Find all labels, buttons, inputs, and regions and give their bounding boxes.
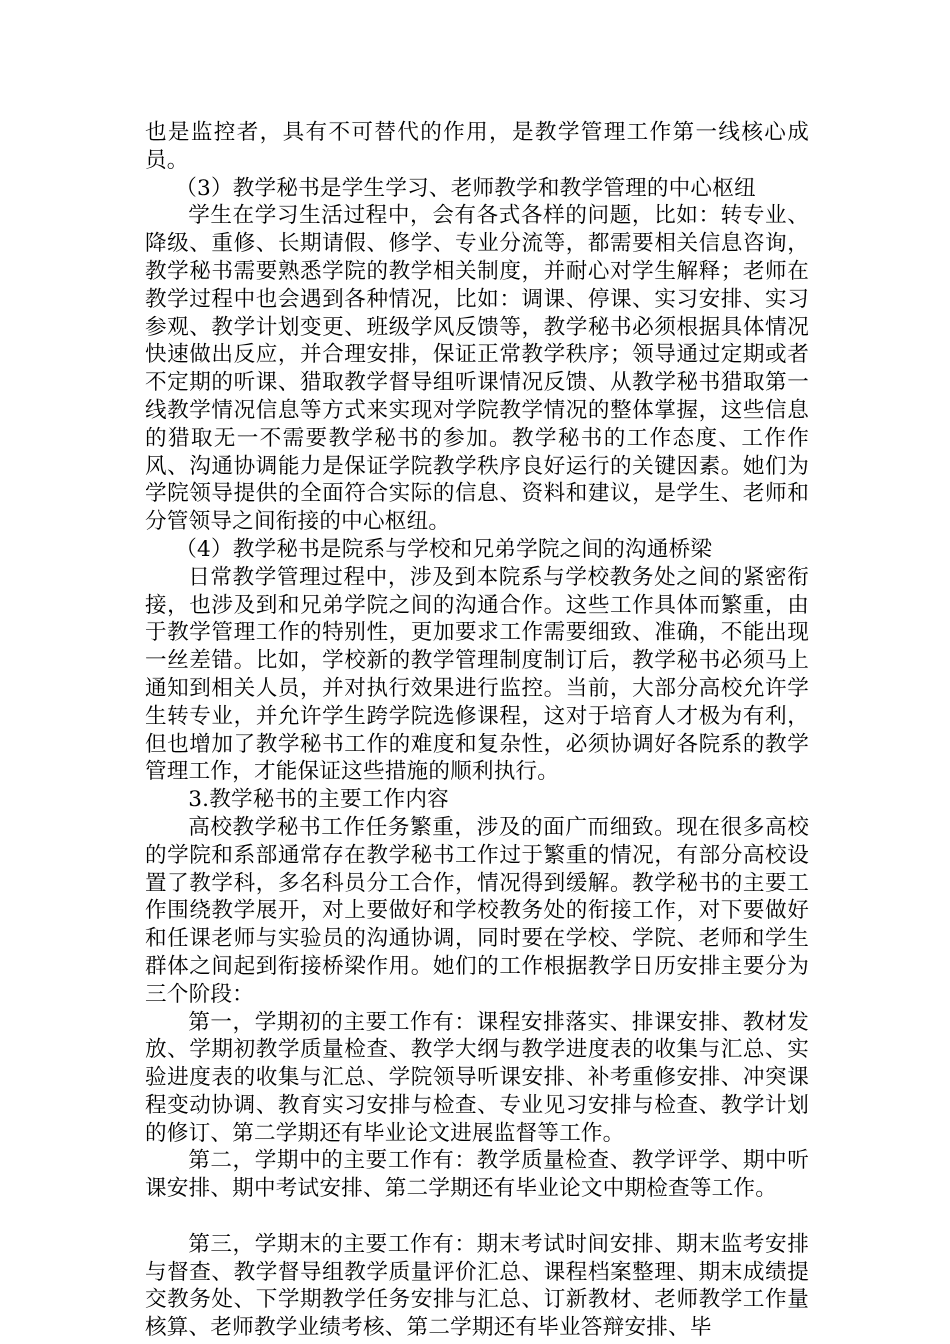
- paragraph-continuation: 也是监控者，具有不可替代的作用，是教学管理工作第一线核心成员。: [145, 120, 809, 173]
- section-heading-3: （3）教学秘书是学生学习、老师教学和教学管理的中心枢纽: [175, 175, 756, 201]
- blank-line: [145, 1203, 809, 1231]
- paragraph-semester-middle: 第二，学期中的主要工作有：教学质量检查、教学评学、期中听课安排、期中考试安排、第二学期还有毕业论文中期检查等工作。: [145, 1148, 809, 1202]
- section-heading-main-work: 3.教学秘书的主要工作内容: [188, 787, 449, 813]
- document-body: [145, 119, 809, 1342]
- paragraph-semester-start: 第一，学期初的主要工作有：课程安排落实、排课安排、教材发放、学期初教学质量检查、教学大纲与教学进度表的收集与汇总、实验进度表的收集与汇总、学院领导听课安排、补考重修安排、冲突课程变动协调、教育实习安排与检查、专业见习安排与检查、教学计划的修订、第二学期还有毕业论文进展监督等工作。: [145, 1009, 809, 1146]
- paragraph-semester-end: 第三，学期末的主要工作有：期末考试时间安排、期末监考安排与督查、教学督导组教学质量评价汇总、课程档案整理、期末成绩提交教务处、下学期教学任务安排与汇总、订新教材、老师教学工作量核算、老师教学业绩考核、第二学期还有毕业答辩安排、毕: [145, 1231, 809, 1341]
- paragraph-bridge-role: 日常教学管理过程中，涉及到本院系与学校教务处之间的紧密衔接，也涉及到和兄弟学院之间的沟通合作。这些工作具体而繁重，由于教学管理工作的特别性，更加要求工作需要细致、准确，不能出现一丝差错。比如，学校新的教学管理制度制订后，教学秘书必须马上通知到相关人员，并对执行效果进行监控。当前，大部分高校允许学生转专业，并允许学生跨学院选修课程，这对于培育人才极为有利，但也增加了教学秘书工作的难度和复杂性，必须协调好各院系的教学管理工作，才能保证这些措施的顺利执行。: [145, 564, 809, 785]
- section-heading-4: （4）教学秘书是院系与学校和兄弟学院之间的沟通桥梁: [175, 536, 713, 562]
- paragraph-hub-role: 学生在学习生活过程中，会有各式各样的问题，比如：转专业、降级、重修、长期请假、修学、专业分流等，都需要相关信息咨询，教学秘书需要熟悉学院的教学相关制度，并耐心对学生解释；老师在教学过程中也会遇到各种情况，比如：调课、停课、实习安排、实习参观、教学计划变更、班级学风反馈等，教学秘书必须根据具体情况快速做出反应，并合理安排，保证正常教学秩序；领导通过定期或者不定期的听课、猎取教学督导组听课情况反馈、从教学秘书猎取第一线教学情况信息等方式来实现对学院教学情况的整体掌握，这些信息的猎取无一不需要教学秘书的参加。教学秘书的工作态度、工作作风、沟通协调能力是保证学院教学秩序良好运行的关键因素。她们为学院领导提供的全面符合实际的信息、资料和建议，是学生、老师和分管领导之间衔接的中心枢纽。: [145, 203, 809, 535]
- paragraph-work-overview: 高校教学秘书工作任务繁重，涉及的面广而细致。现在很多高校的学院和系部通常存在教学秘书工作过于繁重的情况，有部分高校设置了教学科，多名科员分工合作，情况得到缓解。教学秘书的主要工作围绕教学展开，对上要做好和学校教务处的衔接工作，对下要做好和任课老师与实验员的沟通协调，同时要在学校、学院、老师和学生群体之间起到衔接桥梁作用。她们的工作根据教学日历安排主要分为三个阶段：: [145, 814, 809, 1007]
